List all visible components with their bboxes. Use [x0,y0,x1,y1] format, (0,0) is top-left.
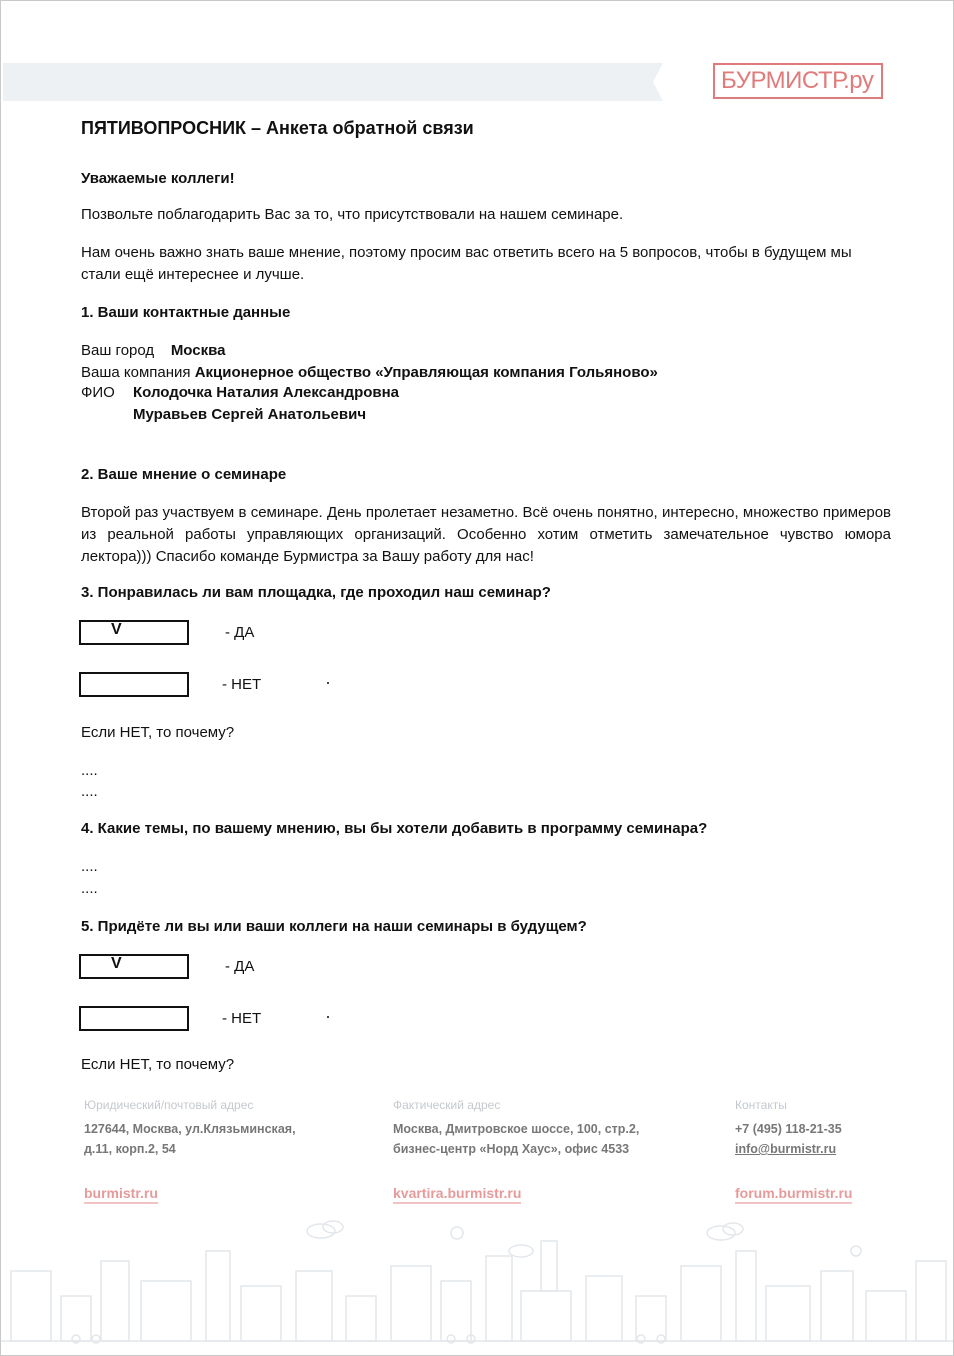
q3-answer-line-2: .... [81,783,98,800]
fio-value-1: Колодочка Наталия Александровна [133,384,400,401]
actual-address-line-2: бизнес-центр «Норд Хаус», офис 4533 [393,1142,630,1156]
q4-answer-line-1: .... [81,858,98,875]
fio-label: ФИО [81,384,115,401]
email-link[interactable]: info@burmistr.ru [735,1142,837,1156]
q3-no-label: - НЕТ [222,676,262,693]
fio-value-2: Муравьев Сергей Анатольевич [133,406,367,423]
company-label: Ваша компания [81,364,191,381]
q3-answer-line-1: .... [81,762,98,779]
q5-why-label: Если НЕТ, то почему? [81,1056,235,1073]
q3-yes-checkbox[interactable] [79,620,189,645]
q4-heading: 4. Какие темы, по вашему мнению, вы бы хотели добавить в программу семинара? [81,820,708,837]
logo-text: БУРМИСТР.ру [721,67,874,94]
q4-answer-line-2: .... [81,880,98,897]
q2-heading: 2. Ваше мнение о семинаре [81,466,287,483]
actual-address-line-1: Москва, Дмитровское шоссе, 100, стр.2, [393,1122,640,1136]
city-skyline-illustration [1,1211,953,1351]
greeting: Уважаемые коллеги! [81,170,235,187]
stray-dot [327,682,329,684]
intro-text: Нам очень важно знать ваше мнение, поэтому просим вас ответить всего на 5 вопросов, чтобы в будущем мы стали ещё интереснее и лучше. [81,244,852,283]
phone-number[interactable]: +7 (495) 118-21-35 [735,1122,842,1136]
q5-heading: 5. Придёте ли вы или ваши коллеги на наши семинары в будущем? [81,918,587,935]
city-value: Москва [170,342,226,359]
stray-dot [327,1016,329,1018]
q5-no-label: - НЕТ [222,1010,262,1027]
city-row [81,340,226,362]
company-value: Акционерное общество «Управляющая компания Гольяново» [194,364,658,381]
city-label: Ваш город [81,342,155,359]
kvartira-link[interactable]: kvartira.burmistr.ru [393,1185,521,1204]
q5-no-checkbox[interactable] [79,1006,189,1031]
header-banner [3,63,663,101]
burmistr-link[interactable]: burmistr.ru [84,1185,158,1204]
q3-no-checkbox[interactable] [79,672,189,697]
burmistr-logo [713,63,889,103]
q3-heading: 3. Понравилась ли вам площадка, где проходил наш семинар? [81,584,551,601]
forum-link[interactable]: forum.burmistr.ru [735,1185,852,1204]
thanks-text: Позвольте поблагодарить Вас за то, что присутствовали на нашем семинаре. [81,206,624,223]
q5-yes-checkbox[interactable] [79,954,189,979]
q1-heading: 1. Ваши контактные данные [81,304,291,321]
company-row [81,362,658,384]
q3-yes-label: - ДА [225,624,255,641]
legal-address-line-1: 127644, Москва, ул.Клязьминская, [84,1122,296,1136]
contacts-heading: Контакты [735,1098,787,1112]
legal-address-heading: Юридический/почтовый адрес [84,1098,254,1112]
checkmark: V [111,621,122,638]
actual-address-heading: Фактический адрес [393,1098,501,1112]
legal-address-line-2: д.11, корп.2, 54 [84,1142,176,1156]
q2-answer: Второй раз участвуем в семинаре. День пролетает незаметно. Всё очень понятно, интересно, множество примеров из реальной работы управляющих организаций. Особенно хотим отметить замечательное чувство юмора лектора))) Спасибо команде Бурмистра за Вашу работу для нас! [81,504,891,565]
q3-why-label: Если НЕТ, то почему? [81,724,235,741]
q5-yes-label: - ДА [225,958,255,975]
document-title: ПЯТИВОПРОСНИК – Анкета обратной связи [81,118,474,138]
checkmark: V [111,955,122,972]
